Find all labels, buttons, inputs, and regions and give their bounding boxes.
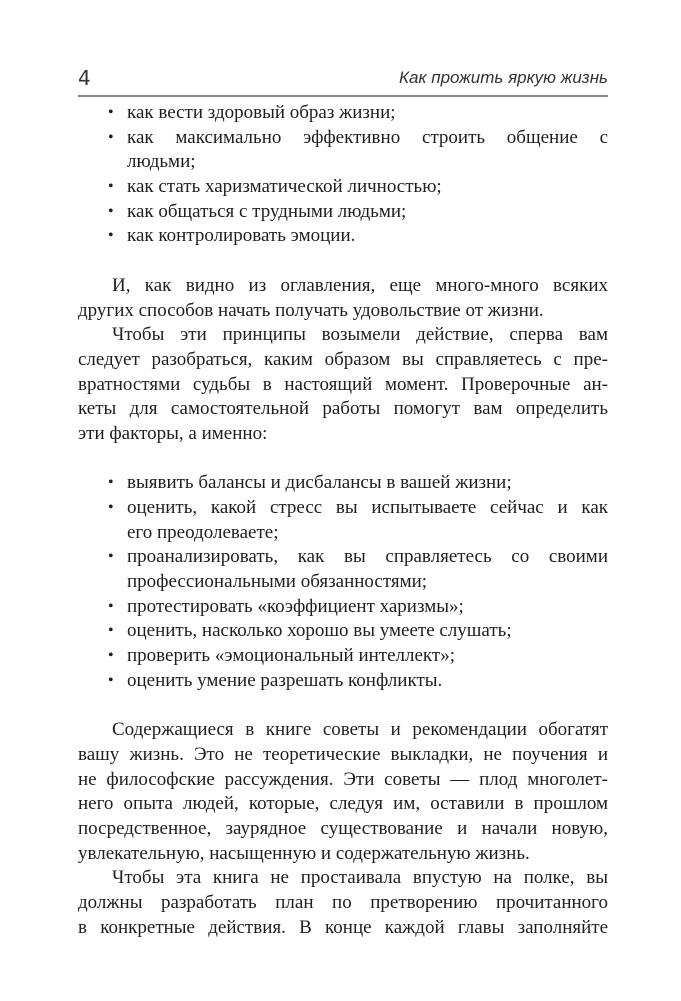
list-item — [78, 175, 608, 200]
paragraph-line: в конкретные действия. В конце каждой главы заполняйте — [78, 916, 608, 938]
bullet-icon: • — [108, 597, 114, 615]
list-item — [78, 224, 608, 249]
list-item-line: как максимально эффективно строить общение с — [127, 126, 608, 148]
list-item — [78, 101, 608, 126]
list-item — [78, 545, 608, 594]
list-item-line: как общаться с трудными людьми; — [127, 200, 407, 222]
list-item — [78, 644, 608, 669]
paragraph-line: Чтобы эта книга не простаивала впустую на полке, вы — [112, 867, 608, 889]
paragraph-line: других способов начать получать удовольствие от жизни. — [78, 299, 544, 321]
header-rule — [78, 95, 608, 97]
bullet-icon: • — [108, 671, 114, 689]
bullet-icon: • — [108, 128, 114, 146]
list-item — [78, 471, 608, 496]
list-item — [78, 126, 608, 175]
list-item-line: как контролировать эмоции. — [127, 225, 356, 247]
running-title: Как прожить яркую жизнь — [398, 68, 608, 87]
bullet-icon: • — [108, 104, 114, 121]
paragraph — [78, 866, 608, 940]
list-item-line: его преодолеваете; — [127, 521, 279, 543]
page-body — [78, 101, 608, 940]
bullet-list — [78, 101, 608, 249]
paragraph — [78, 718, 608, 866]
list-item-line: оценить, насколько хорошо вы умеете слушать; — [127, 620, 512, 642]
spacer — [78, 447, 608, 472]
list-item-line: оценить, какой стресс вы испытываете сейчас и как — [127, 497, 608, 518]
bullet-icon: • — [108, 647, 114, 665]
list-item — [78, 669, 608, 694]
bullet-icon: • — [108, 548, 114, 566]
list-item-line: проверить «эмоциональный интеллект»; — [127, 645, 455, 667]
list-item-line: выявить балансы и дисбалансы в вашей жизни; — [127, 472, 512, 494]
paragraph-line: следует разобраться, каким образом вы справляетесь с пре- — [78, 348, 608, 370]
list-item-line: профессиональными обязанностями; — [127, 571, 428, 593]
list-item-line: проанализировать, как вы справляетесь со своими — [127, 546, 608, 568]
list-item — [78, 595, 608, 620]
paragraph-line: эти факторы, а именно: — [78, 422, 268, 444]
paragraph-line: увлекательную, насыщенную и содержательную жизнь. — [78, 842, 530, 864]
spacer — [78, 694, 608, 719]
bullet-icon: • — [108, 622, 114, 640]
list-item-line: оценить умение разрешать конфликты. — [127, 669, 443, 691]
list-item-line: протестировать «коэффициент харизмы»; — [127, 595, 464, 617]
paragraph-line: И, как видно из оглавления, еще много-много всяких — [112, 274, 608, 296]
paragraph — [78, 323, 608, 446]
list-item-line: как вести здоровый образ жизни; — [127, 102, 396, 123]
bullet-list — [78, 471, 608, 693]
list-item — [78, 619, 608, 644]
paragraph-line: Чтобы эти принципы возымели действие, сперва вам — [112, 324, 608, 346]
spacer — [78, 249, 608, 274]
paragraph — [78, 274, 608, 323]
paragraph-line: вашу жизнь. Это не теоретические выкладки, не поучения и — [78, 743, 608, 765]
bullet-icon: • — [108, 474, 114, 492]
paragraph-line: вратностями судьбы в настоящий момент. Проверочные ан- — [78, 373, 608, 395]
bullet-icon: • — [108, 499, 114, 516]
list-item-line: как стать харизматической личностью; — [127, 176, 442, 198]
list-item — [78, 496, 608, 545]
paragraph-line: не философские рассуждения. Эти советы — плод многолет- — [78, 768, 608, 790]
bullet-icon: • — [108, 178, 114, 196]
paragraph-line: должны разработать план по претворению прочитанного — [78, 892, 608, 913]
paragraph-line: посредственное, заурядное существование и начали новую, — [78, 817, 608, 839]
bullet-icon: • — [108, 227, 114, 245]
paragraph-line: него опыта людей, которые, следуя им, оставили в прошлом — [78, 793, 608, 815]
list-item-line: людьми; — [127, 151, 196, 173]
list-item — [78, 200, 608, 225]
paragraph-line: Содержащиеся в книге советы и рекомендации обогатят — [112, 719, 608, 741]
paragraph-line: кеты для самостоятельной работы помогут вам определить — [78, 398, 608, 420]
page-number: 4 — [78, 66, 91, 90]
bullet-icon: • — [108, 202, 114, 220]
